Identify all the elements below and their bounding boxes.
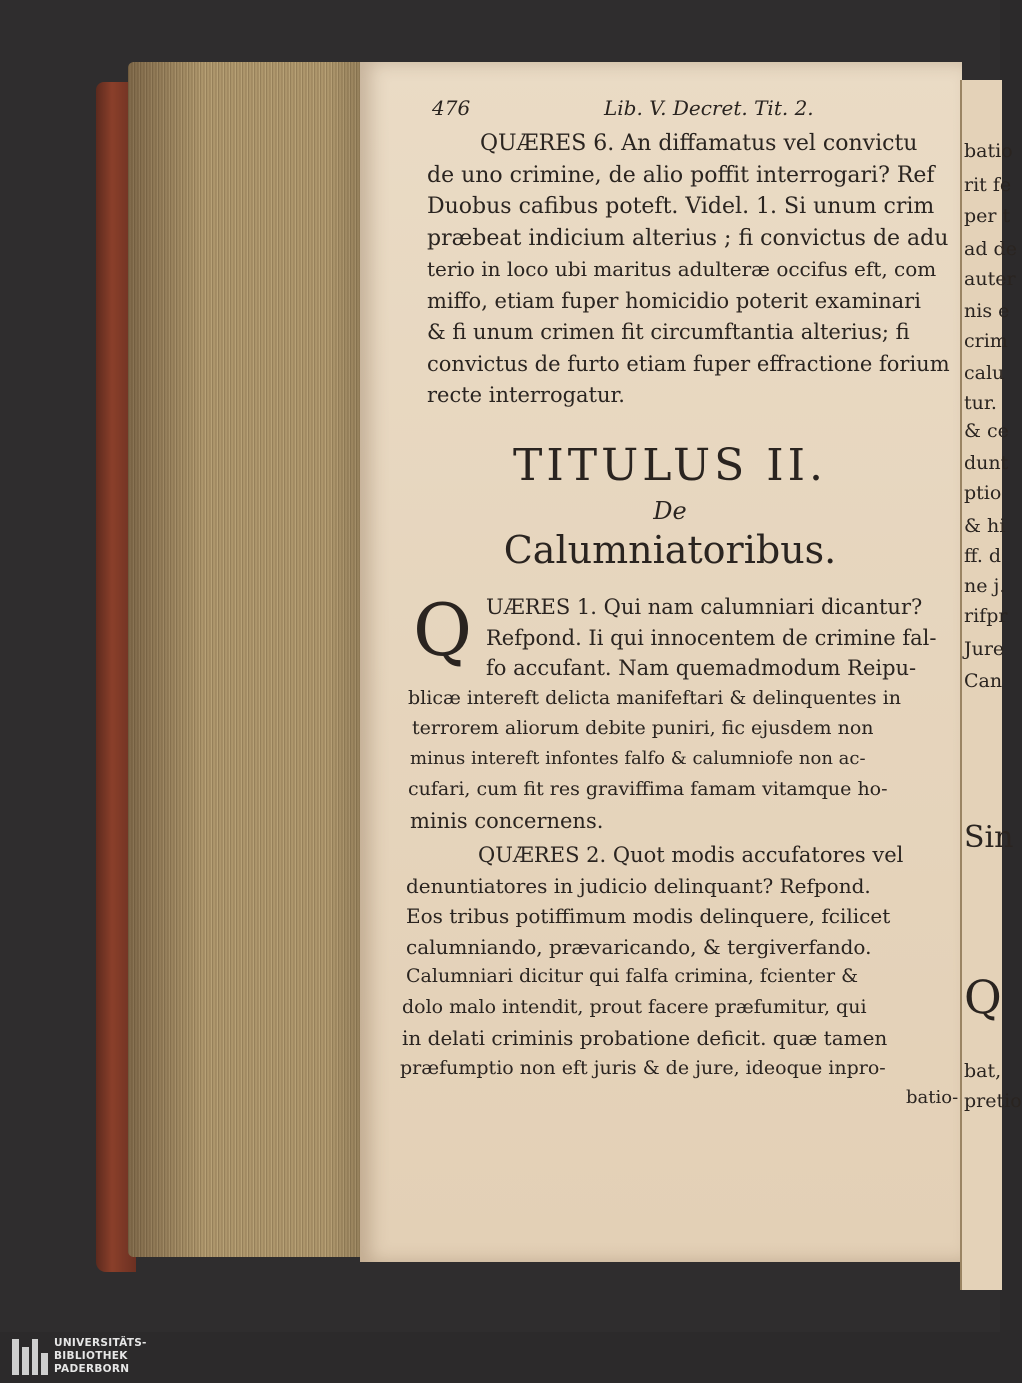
next-page-fragment: Jure <box>964 638 1005 660</box>
text-line: præbeat indicium alterius ; fi convictus de adu <box>427 225 949 251</box>
library-name-line1: UNIVERSITÄTS- <box>54 1337 147 1349</box>
text-line: denuntiatores in judicio delinquant? Refpond. <box>406 873 871 898</box>
library-logo-icon <box>12 1339 48 1375</box>
text-line: Calumniari dicitur qui falfa crimina, fcienter & <box>406 965 859 987</box>
next-page-fragment: & ce <box>964 420 1009 442</box>
text-line: QUÆRES 2. Quot modis accufatores vel <box>478 843 904 867</box>
library-name-line2: BIBLIOTHEK <box>54 1350 128 1362</box>
text-line: dolo malo intendit, prout facere præfumitur, qui <box>402 995 867 1018</box>
fore-edge-shadow <box>128 62 378 1257</box>
text-line: terrorem aliorum debite puniri, fic ejusdem non <box>412 717 874 739</box>
next-page-strip <box>960 80 1022 1290</box>
next-page-fragment: Sin <box>964 820 1014 855</box>
next-page-fragment: pretio <box>964 1090 1022 1112</box>
text-line: Duobus cafibus poteft. Videl. 1. Si unum crim <box>427 194 935 219</box>
text-line: minis concernens. <box>410 808 604 833</box>
section-subtitle-de: De <box>653 497 687 525</box>
text-line: minus intereft infontes falfo & calumniofe non ac- <box>410 747 866 769</box>
text-line: batio- <box>906 1087 959 1108</box>
next-page-fragment: & hi <box>964 515 1006 537</box>
next-page-fragment: crim <box>964 330 1008 352</box>
next-page-fragment: tur. <box>964 392 997 414</box>
next-page-fragment: dunt <box>964 452 1009 474</box>
text-line: de uno crimine, de alio poffit interrogari? Ref <box>427 162 935 188</box>
library-name-line3: PADERBORN <box>54 1363 130 1375</box>
text-line: & fi unum crimen fit circumftantia alterius; fi <box>427 320 910 344</box>
text-line: præfumptio non eft juris & de jure, ideoque inpro- <box>400 1056 886 1079</box>
next-page-fragment: auter <box>964 268 1016 290</box>
next-page-fragment: Q <box>964 970 1002 1024</box>
next-page-fragment: rifpr <box>964 605 1008 627</box>
next-page-fragment: ne j. <box>964 575 1006 597</box>
text-line: convictus de furto etiam fuper effractione forium <box>427 351 950 376</box>
text-line: recte interrogatur. <box>427 383 625 407</box>
next-page-fragment: ff. d <box>964 545 1002 567</box>
next-page-fragment: Can <box>964 670 1003 692</box>
next-page-fragment: batio <box>964 140 1013 162</box>
next-page-fragment: ptio <box>964 482 1002 504</box>
running-head: Lib. V. Decret. Tit. 2. <box>604 96 814 120</box>
next-page-fragment: per t <box>964 205 1011 227</box>
text-line: calumniando, prævaricando, & tergiverfando. <box>406 934 872 959</box>
text-line: QUÆRES 6. An diffamatus vel convictu <box>480 131 918 156</box>
text-line: blicæ intereft delicta manifeftari & delinquentes in <box>408 686 902 709</box>
library-footer <box>0 1332 1000 1383</box>
next-page-fragment: nis e <box>964 300 1010 322</box>
page-number: 476 <box>432 96 471 120</box>
text-line: Refpond. Ii qui innocentem de crimine fal- <box>486 625 937 650</box>
text-line: Eos tribus potiffimum modis delinquere, fcilicet <box>406 904 891 928</box>
next-page-fragment: ad de <box>964 238 1017 260</box>
text-line: fo accufant. Nam quemadmodum Reipu- <box>486 656 917 680</box>
text-line: UÆRES 1. Qui nam calumniari dicantur? <box>486 595 923 619</box>
text-line: in delati criminis probatione deficit. quæ tamen <box>402 1026 888 1050</box>
next-page-fragment: bat, <box>964 1060 1002 1082</box>
section-subtitle: Calumniatoribus. <box>503 528 837 572</box>
text-line: terio in loco ubi maritus adulteræ occifus eft, com <box>427 257 937 281</box>
text-line: miffo, etiam fuper homicidio poterit examinari <box>427 288 921 313</box>
text-line: cufari, cum fit res graviffima famam vitamque ho- <box>408 778 888 800</box>
drop-cap: Q <box>413 588 473 672</box>
next-page-fragment: calu <box>964 362 1005 384</box>
next-page-fragment: rit fe <box>964 174 1012 196</box>
section-title: TITULUS II. <box>513 440 827 491</box>
